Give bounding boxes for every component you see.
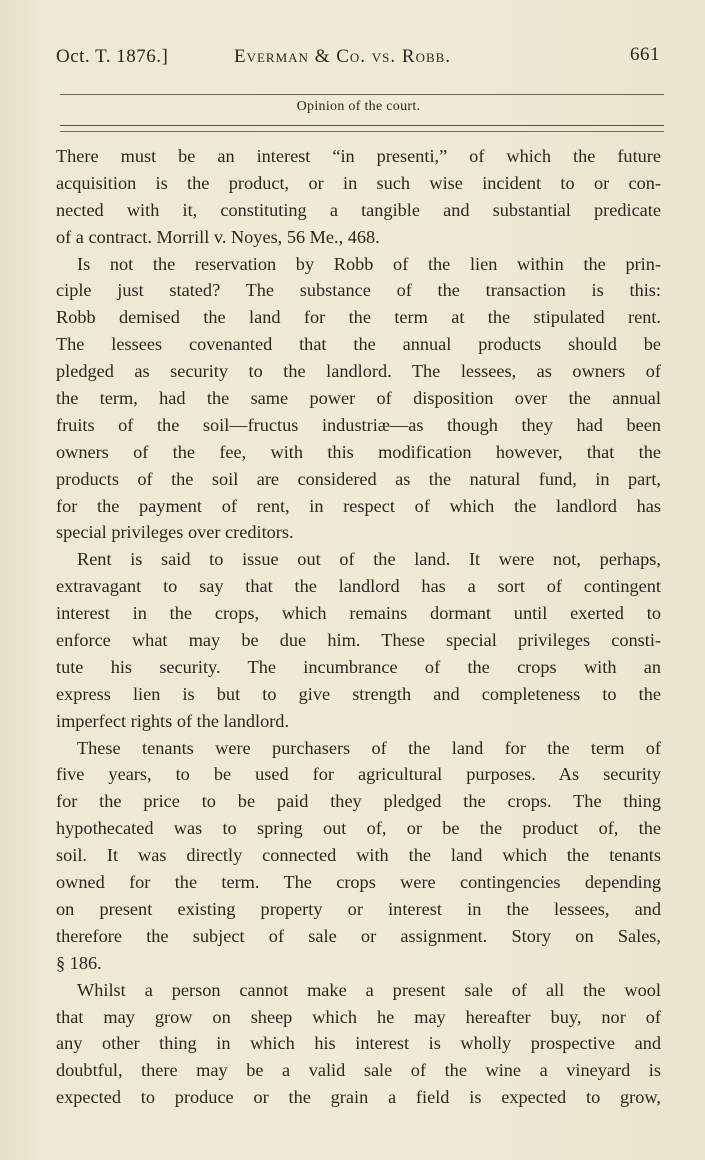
opinion-body-text	[56, 143, 661, 1111]
text-line: These tenants were purchasers of the land for the term of	[77, 737, 661, 758]
text-line: special privileges over creditors.	[56, 522, 294, 543]
text-line: Whilst a person cannot make a present sale of all the wool	[77, 979, 661, 1000]
text-line: acquisition is the product, or in such wise incident to or con-	[56, 172, 661, 193]
text-line: expected to produce or the grain a field is expected to grow,	[56, 1087, 661, 1108]
header-rule	[60, 94, 664, 95]
text-line: of a contract. Morrill v. Noyes, 56 Me., 468.	[56, 226, 380, 247]
text-line: products of the soil are considered as the natural fund, in part,	[56, 468, 661, 489]
text-line: interest in the crops, which remains dormant until exerted to	[56, 603, 661, 624]
text-line: ciple just stated? The substance of the transaction is this:	[56, 280, 661, 301]
page-number: 661	[630, 44, 660, 65]
text-line: Is not the reservation by Robb of the lien within the prin-	[77, 253, 661, 274]
text-line: § 186.	[56, 952, 102, 973]
text-line: owners of the fee, with this modification however, that the	[56, 441, 661, 462]
text-line: owned for the term. The crops were contingencies depending	[56, 872, 661, 893]
text-line: express lien is but to give strength and completeness to the	[56, 683, 661, 704]
section-subheading: Opinion of the court.	[296, 99, 421, 114]
text-line: hypothecated was to spring out of, or be the product of, the	[56, 818, 661, 839]
case-title: Everman & Co. vs. Robb.	[234, 46, 452, 67]
text-line: for the price to be paid they pledged the crops. The thing	[56, 791, 661, 812]
text-line: any other thing in which his interest is wholly prospective and	[56, 1033, 661, 1054]
running-header	[56, 40, 660, 74]
text-line: enforce what may be due him. These special privileges consti-	[56, 630, 661, 651]
text-line: The lessees covenanted that the annual products should be	[56, 334, 661, 355]
text-line: the term, had the same power of disposition over the annual	[56, 388, 661, 409]
text-line: on present existing property or interest in the lessees, and	[56, 898, 661, 919]
text-line: therefore the subject of sale or assignment. Story on Sales,	[56, 925, 661, 946]
text-line: for the payment of rent, in respect of which the landlord has	[56, 495, 661, 516]
text-line: five years, to be used for agricultural purposes. As security	[56, 764, 661, 785]
text-line: that may grow on sheep which he may hereafter buy, nor of	[56, 1006, 661, 1027]
text-line: extravagant to say that the landlord has a sort of contingent	[56, 576, 661, 597]
text-line: fruits of the soil—fructus industriæ—as though they had been	[56, 414, 661, 435]
text-line: Rent is said to issue out of the land. It were not, perhaps,	[77, 549, 661, 570]
term-label: Oct. T. 1876.]	[56, 46, 169, 67]
text-line: doubtful, there may be a valid sale of the wine a vineyard is	[56, 1060, 661, 1081]
subheading-rule-bottom	[60, 131, 664, 132]
text-line: soil. It was directly connected with the land which the tenants	[56, 845, 661, 866]
text-line: imperfect rights of the landlord.	[56, 710, 290, 731]
text-line: There must be an interest “in presenti,” of which the future	[56, 146, 661, 166]
text-line: nected with it, constituting a tangible and substantial predicate	[56, 199, 661, 220]
text-line: tute his security. The incumbrance of the crops with an	[56, 656, 661, 677]
subheading-rule-top	[60, 125, 664, 126]
text-line: pledged as security to the landlord. The lessees, as owners of	[56, 361, 661, 382]
text-line: Robb demised the land for the term at the stipulated rent.	[56, 307, 661, 328]
